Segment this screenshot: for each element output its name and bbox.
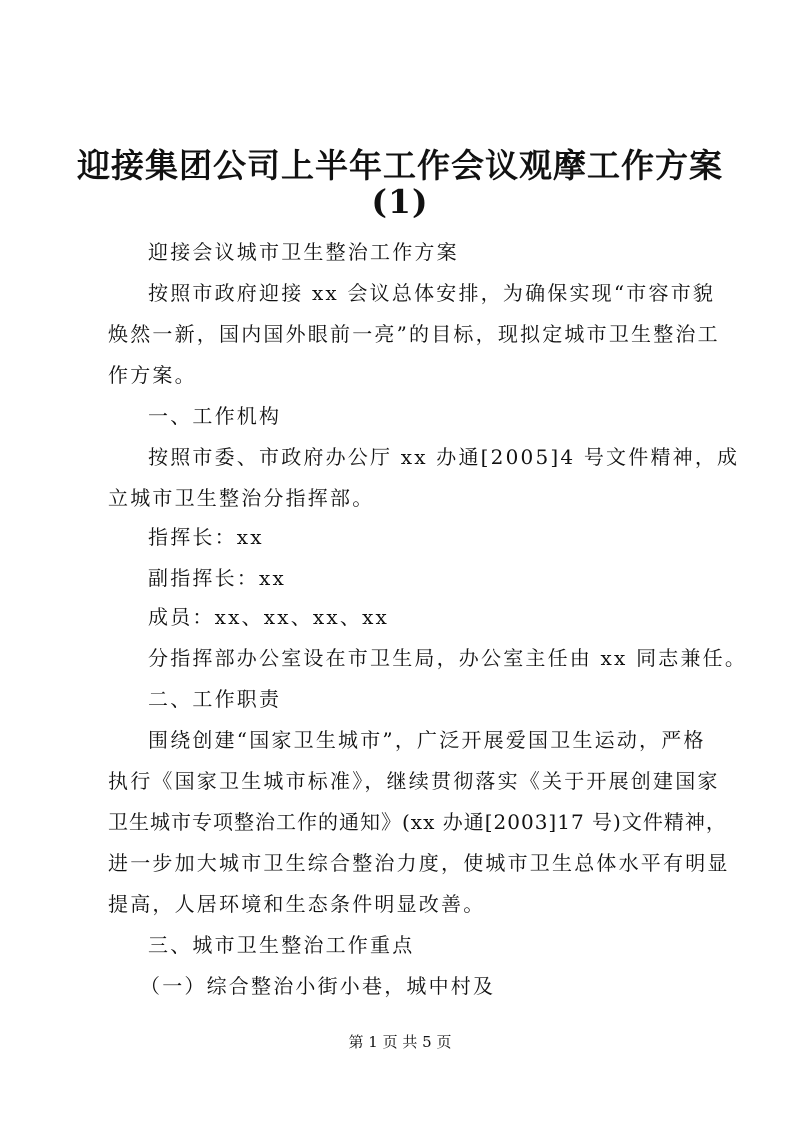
paragraph-line: 成员：xx、xx、xx、xx bbox=[148, 605, 390, 629]
section-heading: 一、工作机构 bbox=[148, 404, 282, 428]
paragraph-line: 进一步加大城市卫生综合整治力度，使城市卫生总体水平有明显 bbox=[108, 851, 730, 875]
paragraph-line: 卫生城市专项整治工作的通知》(xx 办通[2003]17 号)文件精神， bbox=[108, 810, 727, 834]
section-heading: 三、城市卫生整治工作重点 bbox=[148, 933, 415, 957]
section-heading: 二、工作职责 bbox=[148, 687, 282, 711]
paragraph-line: 分指挥部办公室设在市卫生局，办公室主任由 xx 同志兼任。 bbox=[148, 646, 748, 670]
paragraph-line: 立城市卫生整治分指挥部。 bbox=[108, 486, 375, 510]
paragraph-line: 围绕创建“国家卫生城市”，广泛开展爱国卫生运动，严格 bbox=[148, 728, 706, 752]
paragraph-line: 提高，人居环境和生态条件明显改善。 bbox=[108, 892, 486, 916]
paragraph-line: 指挥长：xx bbox=[148, 525, 264, 549]
subsection-heading: （一）综合整治小街小巷，城中村及 bbox=[140, 974, 496, 998]
paragraph-line: 作方案。 bbox=[108, 363, 197, 387]
paragraph-line: 副指挥长：xx bbox=[148, 566, 286, 590]
subtitle-line: 迎接会议城市卫生整治工作方案 bbox=[148, 240, 459, 264]
paragraph-line: 焕然一新，国内国外眼前一亮”的目标，现拟定城市卫生整治工 bbox=[108, 322, 720, 346]
document-title-suffix: (1) bbox=[371, 182, 429, 221]
paragraph-line: 执行《国家卫生城市标准》，继续贯彻落实《关于开展创建国家 bbox=[108, 769, 720, 793]
paragraph-line: 按照市委、市政府办公厅 xx 办通[2005]4 号文件精神，成 bbox=[148, 445, 740, 469]
page-footer: 第 1 页 共 5 页 bbox=[348, 1033, 452, 1051]
paragraph-line: 按照市政府迎接 xx 会议总体安排，为确保实现“市容市貌 bbox=[148, 281, 716, 305]
document-title: 迎接集团公司上半年工作会议观摩工作方案 bbox=[77, 146, 723, 185]
